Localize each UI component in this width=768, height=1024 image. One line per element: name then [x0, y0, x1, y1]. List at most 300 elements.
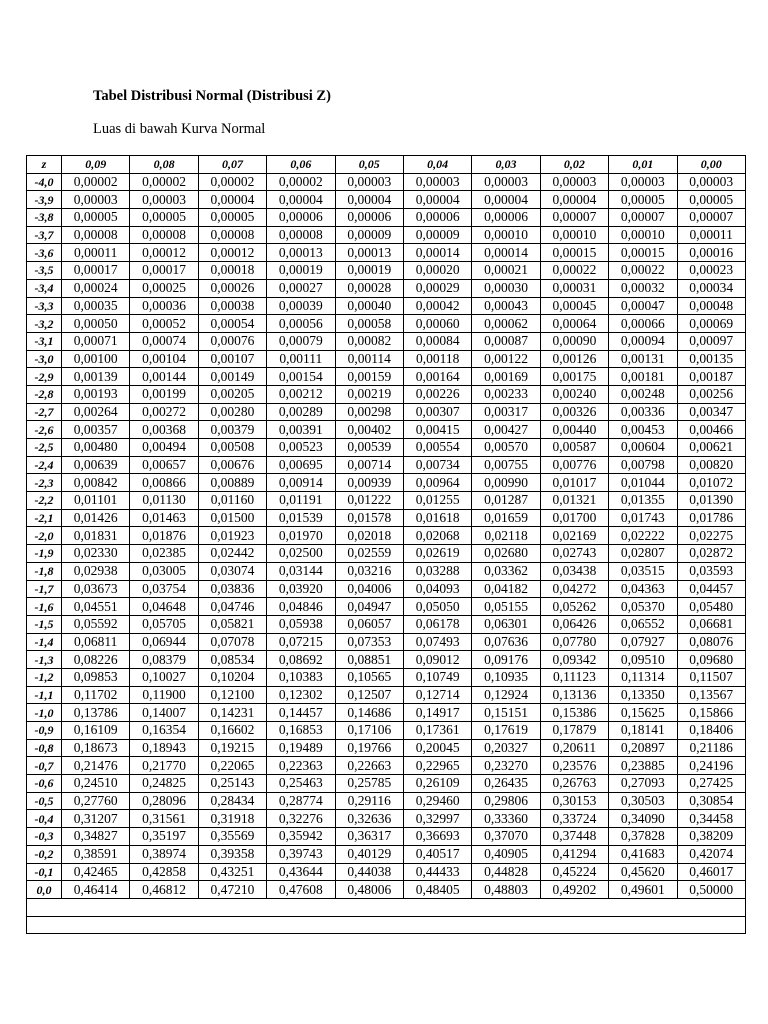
- probability-cell: 0,00015: [540, 244, 608, 262]
- probability-cell: 0,00034: [677, 279, 745, 297]
- probability-cell: 0,00042: [403, 297, 471, 315]
- probability-cell: 0,30854: [677, 792, 745, 810]
- probability-cell: 0,37828: [609, 828, 677, 846]
- probability-cell: 0,09680: [677, 651, 745, 669]
- probability-cell: 0,28774: [267, 792, 335, 810]
- probability-cell: 0,34458: [677, 810, 745, 828]
- probability-cell: 0,05705: [130, 615, 198, 633]
- probability-cell: 0,00097: [677, 332, 745, 350]
- probability-cell: 0,00131: [609, 350, 677, 368]
- probability-cell: 0,08076: [677, 633, 745, 651]
- probability-cell: 0,23576: [540, 757, 608, 775]
- probability-cell: 0,12714: [403, 686, 471, 704]
- probability-cell: 0,00776: [540, 456, 608, 474]
- probability-cell: 0,00453: [609, 421, 677, 439]
- probability-cell: 0,00391: [267, 421, 335, 439]
- probability-cell: 0,20045: [403, 739, 471, 757]
- probability-cell: 0,13136: [540, 686, 608, 704]
- probability-cell: 0,25785: [335, 775, 403, 793]
- z-value-cell: -1,7: [27, 580, 62, 598]
- probability-cell: 0,00020: [403, 262, 471, 280]
- probability-cell: 0,32636: [335, 810, 403, 828]
- probability-cell: 0,35942: [267, 828, 335, 846]
- probability-cell: 0,06811: [62, 633, 130, 651]
- probability-cell: 0,01463: [130, 509, 198, 527]
- probability-cell: 0,04746: [198, 598, 266, 616]
- probability-cell: 0,40517: [403, 845, 471, 863]
- probability-cell: 0,00012: [198, 244, 266, 262]
- probability-cell: 0,00029: [403, 279, 471, 297]
- probability-cell: 0,00039: [267, 297, 335, 315]
- probability-cell: 0,04947: [335, 598, 403, 616]
- probability-cell: 0,16602: [198, 722, 266, 740]
- z-value-cell: -2,9: [27, 368, 62, 386]
- column-header: 0,00: [677, 156, 745, 174]
- probability-cell: 0,00233: [472, 385, 540, 403]
- probability-cell: 0,00066: [609, 315, 677, 333]
- probability-cell: 0,42074: [677, 845, 745, 863]
- probability-cell: 0,00009: [335, 226, 403, 244]
- probability-cell: 0,38209: [677, 828, 745, 846]
- probability-cell: 0,05262: [540, 598, 608, 616]
- probability-cell: 0,01390: [677, 492, 745, 510]
- probability-cell: 0,00336: [609, 403, 677, 421]
- probability-cell: 0,00082: [335, 332, 403, 350]
- probability-cell: 0,29460: [403, 792, 471, 810]
- table-row: [27, 792, 746, 810]
- probability-cell: 0,00798: [609, 456, 677, 474]
- probability-cell: 0,00048: [677, 297, 745, 315]
- probability-cell: 0,04363: [609, 580, 677, 598]
- probability-cell: 0,00118: [403, 350, 471, 368]
- probability-cell: 0,12100: [198, 686, 266, 704]
- probability-cell: 0,15151: [472, 704, 540, 722]
- probability-cell: 0,38974: [130, 845, 198, 863]
- probability-cell: 0,01160: [198, 492, 266, 510]
- probability-cell: 0,02222: [609, 527, 677, 545]
- probability-cell: 0,38591: [62, 845, 130, 863]
- probability-cell: 0,36317: [335, 828, 403, 846]
- probability-cell: 0,24196: [677, 757, 745, 775]
- probability-cell: 0,01355: [609, 492, 677, 510]
- probability-cell: 0,00008: [130, 226, 198, 244]
- probability-cell: 0,43251: [198, 863, 266, 881]
- probability-cell: 0,00205: [198, 385, 266, 403]
- probability-cell: 0,46812: [130, 881, 198, 899]
- probability-cell: 0,00054: [198, 315, 266, 333]
- table-row: [27, 421, 746, 439]
- probability-cell: 0,11507: [677, 668, 745, 686]
- probability-cell: 0,07078: [198, 633, 266, 651]
- probability-cell: 0,00139: [62, 368, 130, 386]
- probability-cell: 0,04551: [62, 598, 130, 616]
- probability-cell: 0,42465: [62, 863, 130, 881]
- probability-cell: 0,00062: [472, 315, 540, 333]
- probability-cell: 0,00657: [130, 456, 198, 474]
- probability-cell: 0,01539: [267, 509, 335, 527]
- probability-cell: 0,04093: [403, 580, 471, 598]
- probability-cell: 0,00005: [62, 209, 130, 227]
- probability-cell: 0,00280: [198, 403, 266, 421]
- probability-cell: 0,41294: [540, 845, 608, 863]
- probability-cell: 0,00866: [130, 474, 198, 492]
- probability-cell: 0,07780: [540, 633, 608, 651]
- probability-cell: 0,00159: [335, 368, 403, 386]
- probability-cell: 0,35197: [130, 828, 198, 846]
- table-row: [27, 668, 746, 686]
- probability-cell: 0,00038: [198, 297, 266, 315]
- probability-cell: 0,00052: [130, 315, 198, 333]
- z-value-cell: -0,6: [27, 775, 62, 793]
- table-row: [27, 209, 746, 227]
- z-value-cell: -2,7: [27, 403, 62, 421]
- table-row: [27, 474, 746, 492]
- probability-cell: 0,00032: [609, 279, 677, 297]
- probability-cell: 0,18673: [62, 739, 130, 757]
- probability-cell: 0,06301: [472, 615, 540, 633]
- z-value-cell: -3,8: [27, 209, 62, 227]
- probability-cell: 0,00060: [403, 315, 471, 333]
- probability-cell: 0,08226: [62, 651, 130, 669]
- z-value-cell: -0,3: [27, 828, 62, 846]
- z-value-cell: -0,7: [27, 757, 62, 775]
- probability-cell: 0,02559: [335, 545, 403, 563]
- probability-cell: 0,00005: [677, 191, 745, 209]
- probability-cell: 0,00307: [403, 403, 471, 421]
- probability-cell: 0,08851: [335, 651, 403, 669]
- z-value-cell: -3,5: [27, 262, 62, 280]
- probability-cell: 0,01130: [130, 492, 198, 510]
- probability-cell: 0,00695: [267, 456, 335, 474]
- probability-cell: 0,01831: [62, 527, 130, 545]
- probability-cell: 0,00031: [540, 279, 608, 297]
- probability-cell: 0,01700: [540, 509, 608, 527]
- probability-cell: 0,34090: [609, 810, 677, 828]
- probability-cell: 0,11900: [130, 686, 198, 704]
- z-value-cell: -1,8: [27, 562, 62, 580]
- probability-cell: 0,27425: [677, 775, 745, 793]
- probability-cell: 0,00240: [540, 385, 608, 403]
- probability-cell: 0,00480: [62, 439, 130, 457]
- probability-cell: 0,02743: [540, 545, 608, 563]
- probability-cell: 0,00466: [677, 421, 745, 439]
- probability-cell: 0,00025: [130, 279, 198, 297]
- probability-cell: 0,06681: [677, 615, 745, 633]
- probability-cell: 0,02680: [472, 545, 540, 563]
- table-row: [27, 633, 746, 651]
- probability-cell: 0,01426: [62, 509, 130, 527]
- probability-cell: 0,06552: [609, 615, 677, 633]
- probability-cell: 0,16109: [62, 722, 130, 740]
- table-row: [27, 863, 746, 881]
- probability-cell: 0,03362: [472, 562, 540, 580]
- probability-cell: 0,00122: [472, 350, 540, 368]
- probability-cell: 0,15866: [677, 704, 745, 722]
- probability-cell: 0,47608: [267, 881, 335, 899]
- z-value-cell: -0,2: [27, 845, 62, 863]
- table-row: [27, 739, 746, 757]
- probability-cell: 0,00842: [62, 474, 130, 492]
- probability-cell: 0,00006: [267, 209, 335, 227]
- probability-cell: 0,00023: [677, 262, 745, 280]
- probability-cell: 0,05821: [198, 615, 266, 633]
- probability-cell: 0,24825: [130, 775, 198, 793]
- probability-cell: 0,28434: [198, 792, 266, 810]
- table-row: [27, 492, 746, 510]
- probability-cell: 0,21770: [130, 757, 198, 775]
- probability-cell: 0,50000: [677, 881, 745, 899]
- probability-cell: 0,03288: [403, 562, 471, 580]
- table-row: [27, 545, 746, 563]
- probability-cell: 0,00100: [62, 350, 130, 368]
- probability-cell: 0,00004: [403, 191, 471, 209]
- probability-cell: 0,35569: [198, 828, 266, 846]
- table-row: [27, 757, 746, 775]
- probability-cell: 0,01500: [198, 509, 266, 527]
- probability-cell: 0,49202: [540, 881, 608, 899]
- probability-cell: 0,42858: [130, 863, 198, 881]
- probability-cell: 0,09342: [540, 651, 608, 669]
- probability-cell: 0,01321: [540, 492, 608, 510]
- probability-cell: 0,14917: [403, 704, 471, 722]
- probability-cell: 0,00114: [335, 350, 403, 368]
- probability-cell: 0,23885: [609, 757, 677, 775]
- probability-cell: 0,01618: [403, 509, 471, 527]
- probability-cell: 0,00440: [540, 421, 608, 439]
- probability-cell: 0,02500: [267, 545, 335, 563]
- probability-cell: 0,00064: [540, 315, 608, 333]
- z-value-cell: -3,1: [27, 332, 62, 350]
- table-row: [27, 439, 746, 457]
- probability-cell: 0,26109: [403, 775, 471, 793]
- table-row: [27, 456, 746, 474]
- probability-cell: 0,00714: [335, 456, 403, 474]
- z-value-cell: -2,1: [27, 509, 62, 527]
- probability-cell: 0,30503: [609, 792, 677, 810]
- probability-cell: 0,04272: [540, 580, 608, 598]
- table-row: [27, 580, 746, 598]
- probability-cell: 0,23270: [472, 757, 540, 775]
- probability-cell: 0,00554: [403, 439, 471, 457]
- table-row: [27, 368, 746, 386]
- z-value-cell: -0,4: [27, 810, 62, 828]
- probability-cell: 0,00212: [267, 385, 335, 403]
- probability-cell: 0,29806: [472, 792, 540, 810]
- probability-cell: 0,21476: [62, 757, 130, 775]
- probability-cell: 0,00013: [267, 244, 335, 262]
- probability-cell: 0,00006: [335, 209, 403, 227]
- z-value-cell: -3,0: [27, 350, 62, 368]
- probability-cell: 0,10565: [335, 668, 403, 686]
- probability-cell: 0,00604: [609, 439, 677, 457]
- probability-cell: 0,11702: [62, 686, 130, 704]
- probability-cell: 0,07215: [267, 633, 335, 651]
- probability-cell: 0,00027: [267, 279, 335, 297]
- probability-cell: 0,00011: [62, 244, 130, 262]
- probability-cell: 0,12507: [335, 686, 403, 704]
- probability-cell: 0,40129: [335, 845, 403, 863]
- probability-cell: 0,00009: [403, 226, 471, 244]
- probability-cell: 0,00058: [335, 315, 403, 333]
- table-row: [27, 332, 746, 350]
- z-value-cell: -1,1: [27, 686, 62, 704]
- probability-cell: 0,20327: [472, 739, 540, 757]
- blank-cell: [27, 916, 746, 934]
- probability-cell: 0,05155: [472, 598, 540, 616]
- probability-cell: 0,00010: [472, 226, 540, 244]
- probability-cell: 0,00011: [677, 226, 745, 244]
- column-header: 0,01: [609, 156, 677, 174]
- probability-cell: 0,17879: [540, 722, 608, 740]
- probability-cell: 0,00010: [540, 226, 608, 244]
- probability-cell: 0,00056: [267, 315, 335, 333]
- probability-cell: 0,00071: [62, 332, 130, 350]
- z-value-cell: -3,4: [27, 279, 62, 297]
- probability-cell: 0,18406: [677, 722, 745, 740]
- probability-cell: 0,00154: [267, 368, 335, 386]
- probability-cell: 0,16853: [267, 722, 335, 740]
- probability-cell: 0,00015: [609, 244, 677, 262]
- probability-cell: 0,18943: [130, 739, 198, 757]
- table-row: [27, 509, 746, 527]
- probability-cell: 0,00069: [677, 315, 745, 333]
- probability-cell: 0,00889: [198, 474, 266, 492]
- probability-cell: 0,09853: [62, 668, 130, 686]
- probability-cell: 0,00107: [198, 350, 266, 368]
- probability-cell: 0,03920: [267, 580, 335, 598]
- probability-cell: 0,00005: [130, 209, 198, 227]
- probability-cell: 0,05938: [267, 615, 335, 633]
- z-value-cell: -2,3: [27, 474, 62, 492]
- probability-cell: 0,08534: [198, 651, 266, 669]
- probability-cell: 0,03754: [130, 580, 198, 598]
- probability-cell: 0,00079: [267, 332, 335, 350]
- column-header: 0,06: [267, 156, 335, 174]
- probability-cell: 0,00030: [472, 279, 540, 297]
- probability-cell: 0,00008: [62, 226, 130, 244]
- probability-cell: 0,45224: [540, 863, 608, 881]
- probability-cell: 0,06057: [335, 615, 403, 633]
- probability-cell: 0,19215: [198, 739, 266, 757]
- document-subtitle: Luas di bawah Kurva Normal: [93, 121, 266, 137]
- z-value-cell: -3,3: [27, 297, 62, 315]
- probability-cell: 0,00090: [540, 332, 608, 350]
- probability-cell: 0,00135: [677, 350, 745, 368]
- probability-cell: 0,01222: [335, 492, 403, 510]
- probability-cell: 0,00006: [403, 209, 471, 227]
- probability-cell: 0,00003: [540, 173, 608, 191]
- probability-cell: 0,08692: [267, 651, 335, 669]
- probability-cell: 0,22965: [403, 757, 471, 775]
- z-value-cell: -2,5: [27, 439, 62, 457]
- z-value-cell: -4,0: [27, 173, 62, 191]
- z-value-cell: -2,0: [27, 527, 62, 545]
- probability-cell: 0,01287: [472, 492, 540, 510]
- probability-cell: 0,00017: [130, 262, 198, 280]
- probability-cell: 0,00219: [335, 385, 403, 403]
- z-value-cell: -1,0: [27, 704, 62, 722]
- probability-cell: 0,04846: [267, 598, 335, 616]
- probability-cell: 0,10749: [403, 668, 471, 686]
- probability-cell: 0,00006: [472, 209, 540, 227]
- probability-cell: 0,41683: [609, 845, 677, 863]
- probability-cell: 0,05370: [609, 598, 677, 616]
- probability-cell: 0,01255: [403, 492, 471, 510]
- probability-cell: 0,14231: [198, 704, 266, 722]
- probability-cell: 0,00539: [335, 439, 403, 457]
- probability-cell: 0,00024: [62, 279, 130, 297]
- probability-cell: 0,00005: [198, 209, 266, 227]
- probability-cell: 0,03836: [198, 580, 266, 598]
- probability-cell: 0,00226: [403, 385, 471, 403]
- probability-cell: 0,20897: [609, 739, 677, 757]
- probability-cell: 0,15625: [609, 704, 677, 722]
- probability-cell: 0,09176: [472, 651, 540, 669]
- probability-cell: 0,04006: [335, 580, 403, 598]
- column-header: 0,08: [130, 156, 198, 174]
- table-row: [27, 262, 746, 280]
- z-distribution-table: [26, 155, 746, 934]
- probability-cell: 0,02807: [609, 545, 677, 563]
- probability-cell: 0,33360: [472, 810, 540, 828]
- probability-cell: 0,00187: [677, 368, 745, 386]
- probability-cell: 0,00045: [540, 297, 608, 315]
- probability-cell: 0,00248: [609, 385, 677, 403]
- table-row: [27, 562, 746, 580]
- probability-cell: 0,00014: [403, 244, 471, 262]
- probability-cell: 0,00004: [267, 191, 335, 209]
- probability-cell: 0,00427: [472, 421, 540, 439]
- probability-cell: 0,24510: [62, 775, 130, 793]
- column-header: 0,02: [540, 156, 608, 174]
- probability-cell: 0,00002: [198, 173, 266, 191]
- probability-cell: 0,00149: [198, 368, 266, 386]
- probability-cell: 0,40905: [472, 845, 540, 863]
- probability-cell: 0,00126: [540, 350, 608, 368]
- probability-cell: 0,07927: [609, 633, 677, 651]
- probability-cell: 0,00026: [198, 279, 266, 297]
- probability-cell: 0,07493: [403, 633, 471, 651]
- table-row: [27, 191, 746, 209]
- probability-cell: 0,36693: [403, 828, 471, 846]
- probability-cell: 0,00017: [62, 262, 130, 280]
- probability-cell: 0,03438: [540, 562, 608, 580]
- z-value-cell: -0,8: [27, 739, 62, 757]
- probability-cell: 0,18141: [609, 722, 677, 740]
- probability-cell: 0,00289: [267, 403, 335, 421]
- probability-cell: 0,00094: [609, 332, 677, 350]
- probability-cell: 0,22363: [267, 757, 335, 775]
- probability-cell: 0,00298: [335, 403, 403, 421]
- probability-cell: 0,03074: [198, 562, 266, 580]
- probability-cell: 0,19766: [335, 739, 403, 757]
- probability-cell: 0,20611: [540, 739, 608, 757]
- table-row: [27, 651, 746, 669]
- probability-cell: 0,01659: [472, 509, 540, 527]
- probability-cell: 0,44433: [403, 863, 471, 881]
- probability-cell: 0,00144: [130, 368, 198, 386]
- column-header-z: z: [27, 156, 62, 174]
- probability-cell: 0,39358: [198, 845, 266, 863]
- probability-cell: 0,00018: [198, 262, 266, 280]
- table-row: [27, 704, 746, 722]
- probability-cell: 0,00010: [609, 226, 677, 244]
- probability-cell: 0,00939: [335, 474, 403, 492]
- probability-cell: 0,00008: [267, 226, 335, 244]
- probability-cell: 0,00272: [130, 403, 198, 421]
- probability-cell: 0,00523: [267, 439, 335, 457]
- table-row: [27, 881, 746, 899]
